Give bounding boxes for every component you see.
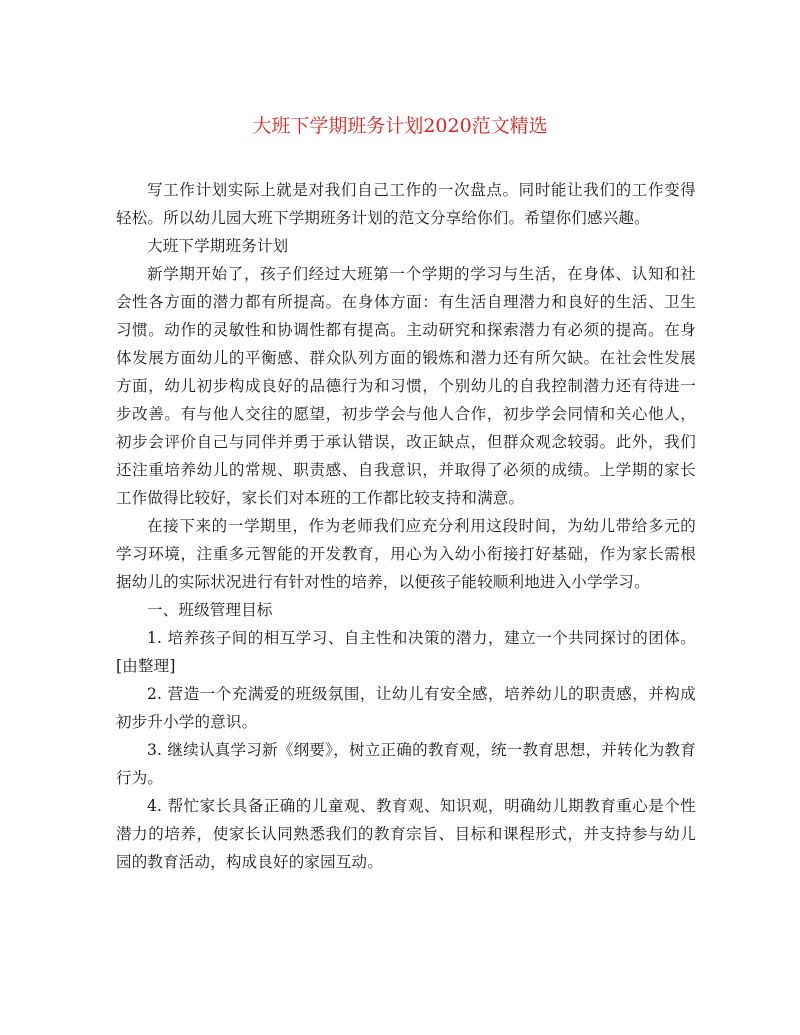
list-item: 4. 帮忙家长具备正确的儿童观、教育观、知识观，明确幼儿期教育重心是个性潜力的培养，使家长认同熟悉我们的教育宗旨、目标和课程形式，并支持参与幼儿园的教育活动，构成良好的家园互动。 [116, 797, 696, 871]
section-heading: 一、班级管理目标 [147, 601, 273, 619]
document-title: 大班下学期班务计划2020范文精选 [252, 115, 548, 137]
document-body [116, 176, 696, 876]
list-item: 1. 培养孩子间的相互学习、自主性和决策的潜力，建立一个共同探讨的团体。[由整理] [116, 629, 696, 675]
list-item: 3. 继续认真学习新《纲要》，树立正确的教育观，统一教育思想，并转化为教育行为。 [116, 741, 696, 787]
intro-paragraph: 写工作计划实际上就是对我们自己工作的一次盘点。同时能让我们的工作变得轻松。所以幼儿园大班下学期班务计划的范文分享给你们。希望你们感兴趣。 [116, 181, 696, 227]
body-paragraph: 在接下来的一学期里，作为老师我们应充分利用这段时间，为幼儿带给多元的学习环境，注重多元智能的开发教育，用心为入幼小衔接打好基础，作为家长需根据幼儿的实际状况进行有针对性的培养，以便孩子能较顺利地进入小学学习。 [116, 517, 696, 591]
section-heading: 大班下学期班务计划 [147, 237, 289, 255]
list-item: 2. 营造一个充满爱的班级氛围，让幼儿有安全感，培养幼儿的职责感，并构成初步升小学的意识。 [116, 685, 696, 731]
body-paragraph: 新学期开始了，孩子们经过大班第一个学期的学习与生活，在身体、认知和社会性各方面的潜力都有所提高。在身体方面：有生活自理潜力和良好的生活、卫生习惯。动作的灵敏性和协调性都有提高。主动研究和探索潜力有必须的提高。在身体发展方面幼儿的平衡感、群众队列方面的锻炼和潜力还有所欠缺。在社会性发展方面，幼儿初步构成良好的品德行为和习惯，个别幼儿的自我控制潜力还有待进一步改善。有与他人交往的愿望，初步学会与他人合作，初步学会同情和关心他人，初步会评价自己与同伴并勇于承认错误，改正缺点，但群众观念较弱。此外，我们还注重培养幼儿的常规、职责感、自我意识，并取得了必须的成绩。上学期的家长工作做得比较好，家长们对本班的工作都比较支持和满意。 [116, 265, 696, 507]
